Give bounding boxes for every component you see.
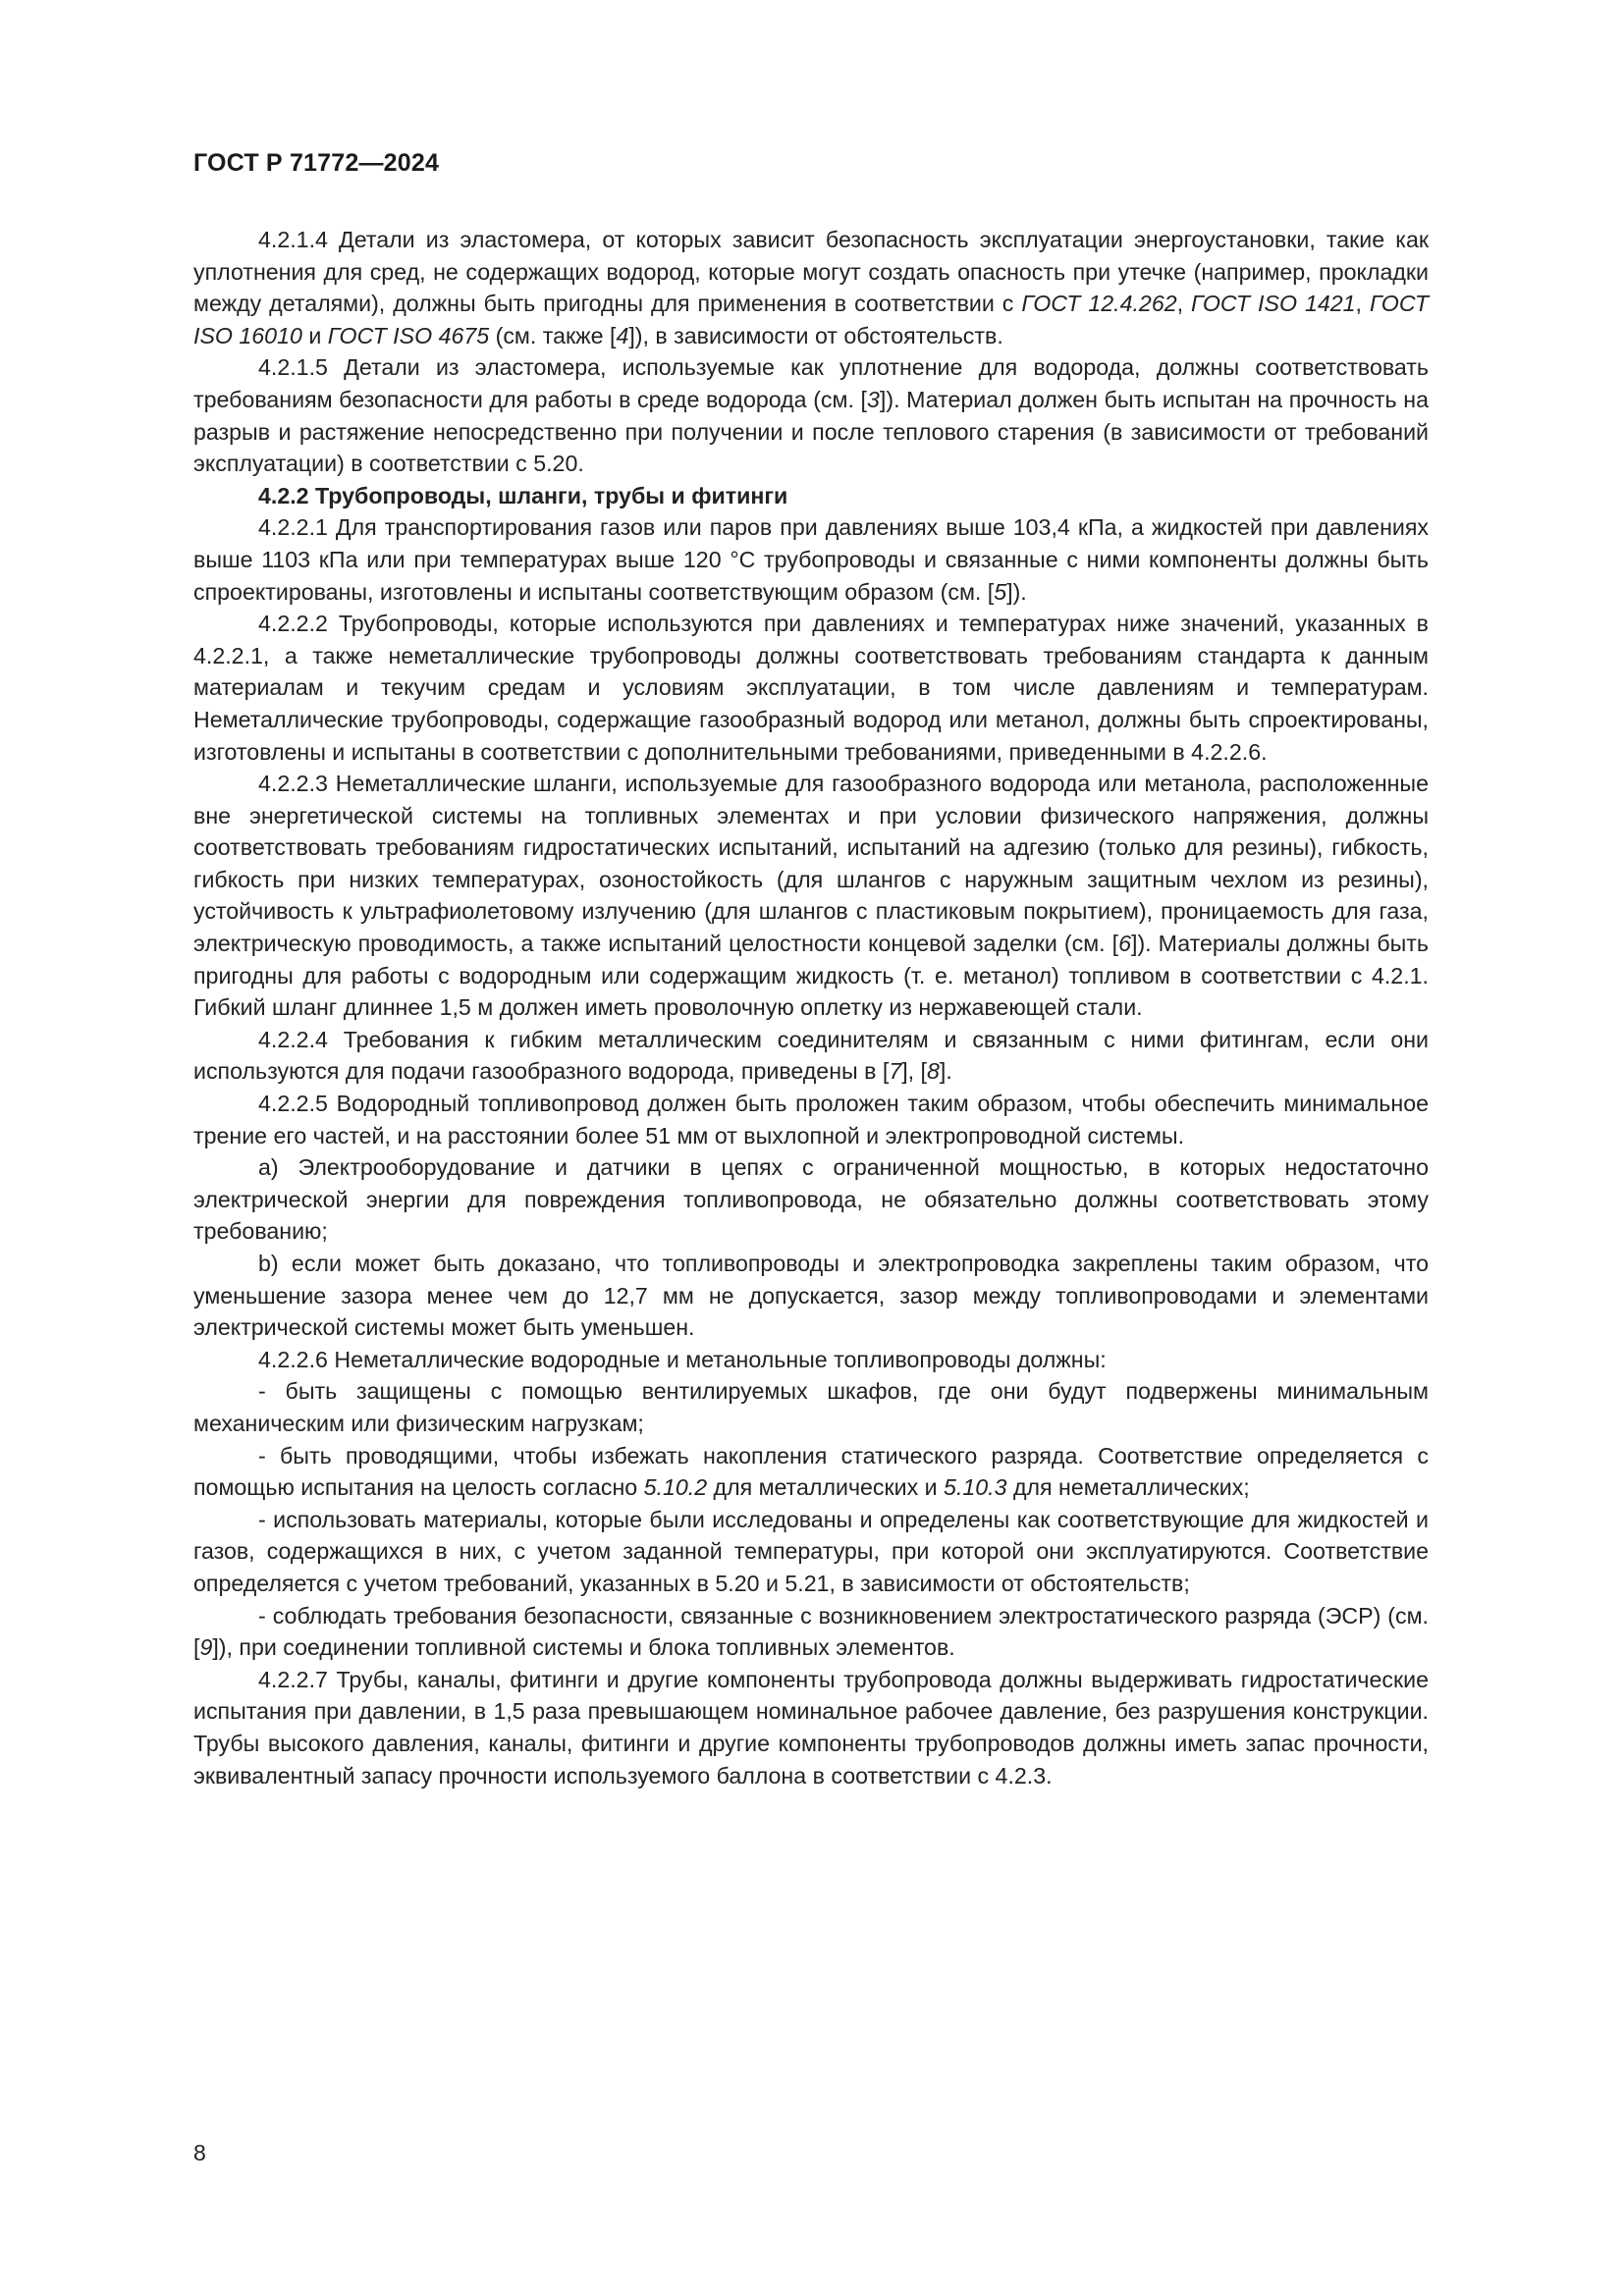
bibliography-reference: 3	[867, 386, 880, 412]
text-run: ]), при соединении топливной системы и блока топливных элементов.	[212, 1634, 955, 1661]
text-run: 4.2.2.3 Неметаллические шланги, используемые для газообразного водорода или метанола, расположенные вне энергетической системы на топливных элементах и при условии физического напряжения, должны соответствовать требованиям гидростатических испытаний, испытаний на адгезию (только для резины), гибкость, гибкость при низких температурах, озоностойкость (для шлангов с наружным защитным чехлом из резины), устойчивость к ультрафиолетовому излучению (для шлангов с пластиковым покрытием), проницаемость для газа, электрическую проводимость, а также испытаний целостности концевой заделки (см. [	[193, 771, 1429, 957]
text-run: и	[301, 322, 328, 348]
paragraph-4-2-2-7: 4.2.2.7 Трубы, каналы, фитинги и другие компоненты трубопровода должны выдерживать гидростатические испытания при давлении, в 1,5 раза превышающем номинальное рабочее давление, без разрушения конструкции. Трубы высокого давления, каналы, фитинги и другие компоненты трубопроводов должны иметь запас прочности, эквивалентный запасу прочности используемого баллона в соответствии с 4.2.3.	[193, 1666, 1429, 1789]
text-run: - соблюдать требования безопасности, связанные с возникновением электростатического разряда (ЭСР) (см. [	[193, 1602, 1429, 1661]
list-item-dash	[193, 1600, 1429, 1664]
clause-reference: 5.10.2	[643, 1474, 708, 1501]
text-run: ]). Материалы должны быть пригодны для работы с водородным или содержащим жидкость (т. е. метанол) топливом в соответствии с 4.2.1. Гибкий шланг длиннее 1,5 м должен иметь проволочную оплетку из нержавеющей стали.	[193, 931, 1430, 1021]
section-heading-4-2-2: 4.2.2 Трубопроводы, шланги, трубы и фитинги	[258, 482, 788, 508]
text-run: (см. также [	[489, 322, 617, 348]
bibliography-reference: 8	[927, 1058, 940, 1085]
text-run: 4.2.1.4 Детали из эластомера, от которых зависит безопасность эксплуатации энергоустановки, такие как уплотнения для сред, не содержащих водород, которые могут создать опасность при утечке (например, прокладки между деталями), должны быть пригодны для применения в соответствии с	[193, 227, 1429, 317]
standard-reference: ГОСТ ISO 16010	[193, 291, 1429, 348]
standard-reference: ГОСТ 12.4.262	[1021, 291, 1177, 317]
list-item-dash	[193, 1440, 1429, 1504]
paragraph-4-2-1-4	[193, 224, 1429, 351]
list-item-a: а) Электрооборудование и датчики в цепях с ограниченной мощностью, в которых недостаточно электрической энергии для повреждения топливопровода, не обязательно должны соответствовать этому требованию;	[193, 1154, 1429, 1245]
bibliography-reference: 5	[994, 578, 1007, 605]
document-header: ГОСТ Р 71772—2024	[193, 149, 440, 177]
text-run: ,	[1355, 291, 1370, 317]
text-run: ]), в зависимости от обстоятельств.	[628, 322, 1003, 348]
clause-reference: 5.10.3	[944, 1474, 1007, 1501]
text-run: ]). Материал должен быть испытан на прочность на разрыв и растяжение непосредственно при получении и после теплового старения (в зависимости от требований эксплуатации) в соответствии с 5.20.	[193, 386, 1429, 477]
bibliography-reference: 9	[199, 1634, 213, 1661]
paragraph-4-2-2-1	[193, 511, 1429, 608]
text-run: - быть проводящими, чтобы избежать накопления статического разряда. Соответствие определяется с помощью испытания на целость согласно	[193, 1442, 1429, 1501]
standard-reference: ГОСТ ISO 4675	[327, 322, 490, 348]
paragraph-4-2-1-5	[193, 351, 1429, 479]
text-run: 4.2.2.1 Для транспортирования газов или паров при давлениях выше 103,4 кПа, а жидкостей при давлениях выше 1103 кПа или при температурах выше 120 °С трубопроводы и связанные с ними компоненты должны быть спроектированы, изготовлены и испытаны соответствующим образом (см. [	[193, 514, 1429, 605]
paragraph-4-2-2-5: 4.2.2.5 Водородный топливопровод должен быть проложен таким образом, чтобы обеспечить минимальное трение его частей, и на расстоянии более 51 мм от выхлопной и электропроводной системы.	[193, 1091, 1429, 1148]
text-run: 4.2.2.4 Требования к гибким металлическим соединителям и связанным с ними фитингам, если они используются для подачи газообразного водорода, приведены в [	[193, 1026, 1429, 1085]
bibliography-reference: 7	[889, 1058, 902, 1085]
text-run: ].	[939, 1058, 952, 1085]
text-run: 4.2.1.5 Детали из эластомера, используемые как уплотнение для водорода, должны соответствовать требованиям безопасности для работы в среде водорода (см. [	[193, 354, 1429, 412]
page-number: 8	[193, 2140, 206, 2165]
paragraph-4-2-2-3	[193, 768, 1429, 1024]
paragraph-4-2-2-6: 4.2.2.6 Неметаллические водородные и метанольные топливопроводы должны:	[258, 1346, 1107, 1372]
text-run: ]).	[1006, 578, 1027, 605]
standard-reference: ГОСТ ISO 1421	[1191, 291, 1356, 317]
text-run: для металлических и	[707, 1474, 945, 1501]
text-run: для неметаллических;	[1006, 1474, 1250, 1501]
bibliography-reference: 4	[616, 322, 629, 348]
list-item-dash: - использовать материалы, которые были исследованы и определены как соответствующие для жидкостей и газов, содержащихся в них, с учетом заданной температуры, при которой они эксплуатируются. Соответствие определяется с учетом требований, указанных в 5.20 и 5.21, в зависимости от обстоятельств;	[193, 1506, 1429, 1596]
paragraph-4-2-2-4	[193, 1024, 1429, 1088]
text-run: ,	[1176, 291, 1192, 317]
document-body	[193, 224, 1429, 1791]
list-item-dash: - быть защищены с помощью вентилируемых шкафов, где они будут подвержены минимальным механическим или физическим нагрузкам;	[193, 1378, 1429, 1436]
bibliography-reference: 6	[1118, 931, 1132, 957]
paragraph-4-2-2-2: 4.2.2.2 Трубопроводы, которые используются при давлениях и температурах ниже значений, указанных в 4.2.2.1, а также неметаллические трубопроводы должны соответствовать требованиям стандарта к данным материалам и текучим средам и условиям эксплуатации, в том числе давлениям и температурам. Неметаллические трубопроводы, содержащие газообразный водород или метанол, должны быть спроектированы, изготовлены и испытаны в соответствии с дополнительными требованиями, приведенными в 4.2.2.6.	[193, 611, 1429, 765]
list-item-b: b) если может быть доказано, что топливопроводы и электропроводка закреплены таким образом, что уменьшение зазора менее чем до 12,7 мм не допускается, зазор между топливопроводами и элементами электрической системы может быть уменьшен.	[193, 1251, 1429, 1341]
text-run: ], [	[901, 1058, 928, 1085]
